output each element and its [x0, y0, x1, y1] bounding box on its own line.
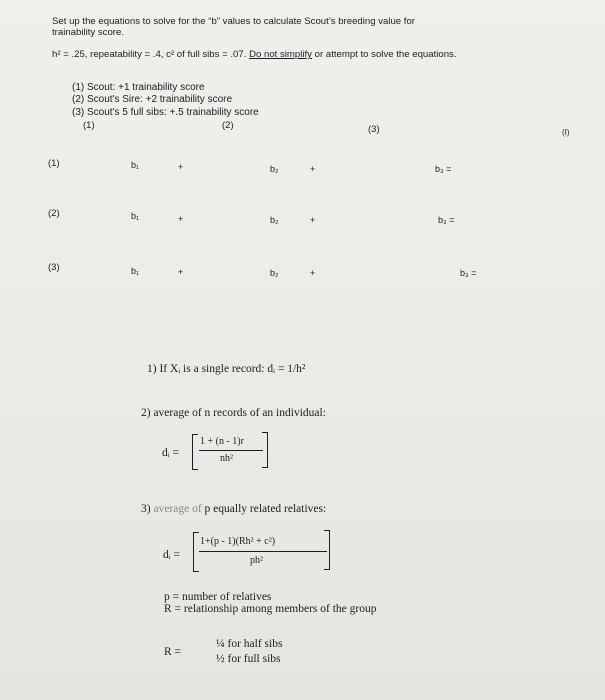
row3-plus2: +: [310, 268, 316, 278]
column-header-3: (3): [368, 124, 380, 135]
row-label-3: (3): [48, 262, 60, 273]
column-header-I: (I): [562, 128, 570, 137]
intro-line-1: Set up the equations to solve for the “b” values to calculate Scout’s breeding value for: [52, 16, 416, 27]
formula3-left-bracket: [193, 532, 199, 572]
definition-R: R = relationship among members of the group: [164, 603, 377, 615]
row1-b2: b₂: [270, 164, 279, 174]
row1-b1: b₁: [131, 160, 140, 170]
note-average-n-records: 2) average of n records of an individual:: [141, 407, 326, 419]
row2-b1: b₁: [131, 211, 140, 221]
row1-plus1: +: [178, 162, 184, 172]
row3-b1: b₁: [131, 266, 140, 276]
column-header-1: (1): [83, 120, 95, 131]
formula2-fraction-bar: [199, 450, 263, 451]
R-half-sibs: ¼ for half sibs: [216, 638, 283, 650]
formula2-numerator: 1 + (n - 1)r: [200, 436, 244, 447]
R-values-lhs: R =: [164, 646, 182, 658]
row3-b3: b₃ =: [460, 268, 477, 278]
formula2-denominator: nh²: [220, 453, 233, 464]
row1-b3: b₃ =: [435, 164, 452, 174]
formula3-fraction-bar: [199, 551, 327, 552]
record-scout: (1) Scout: +1 trainability score: [72, 82, 205, 93]
note3-faded-text: average of: [153, 503, 202, 515]
intro-line-2: trainability score.: [52, 27, 124, 38]
row3-b2: b₂: [270, 268, 279, 278]
column-header-2: (2): [222, 120, 234, 131]
formula3-right-bracket: [324, 530, 330, 570]
row2-b3: b₃ =: [438, 215, 455, 225]
R-full-sibs: ½ for full sibs: [216, 653, 281, 665]
params-instructions: or attempt to solve the equations.: [314, 49, 457, 60]
note3-number: 3): [141, 503, 151, 515]
intro-params: [52, 49, 457, 60]
formula2-right-bracket: [262, 432, 268, 468]
formula3-denominator: ph²: [250, 555, 263, 566]
note-single-record: 1) If Xᵢ is a single record: dᵢ = 1/h²: [147, 363, 306, 375]
record-full-sibs: (3) Scout's 5 full sibs: +.5 trainability score: [72, 107, 259, 118]
formula3-lhs: dᵢ =: [163, 549, 180, 561]
definition-p: p = number of relatives: [164, 591, 272, 603]
row1-plus2: +: [310, 164, 316, 174]
row2-b2: b₂: [270, 215, 279, 225]
row3-plus1: +: [178, 267, 184, 277]
formula2-lhs: dᵢ =: [162, 447, 179, 459]
note-related-relatives: [141, 503, 326, 515]
row-label-2: (2): [48, 208, 60, 219]
note3-text: p equally related relatives:: [204, 503, 327, 515]
params-do-not-simplify: Do not simplify: [249, 49, 312, 60]
record-sire: (2) Scout's Sire: +2 trainability score: [72, 94, 233, 105]
params-values: h² = .25, repeatability = .4, c² of full sibs = .07.: [52, 49, 247, 60]
row2-plus1: +: [178, 214, 184, 224]
row2-plus2: +: [310, 215, 316, 225]
formula3-numerator: 1+(p - 1)(Rh² + c²): [200, 536, 276, 547]
row-label-1: (1): [48, 158, 60, 169]
formula2-left-bracket: [192, 434, 198, 470]
